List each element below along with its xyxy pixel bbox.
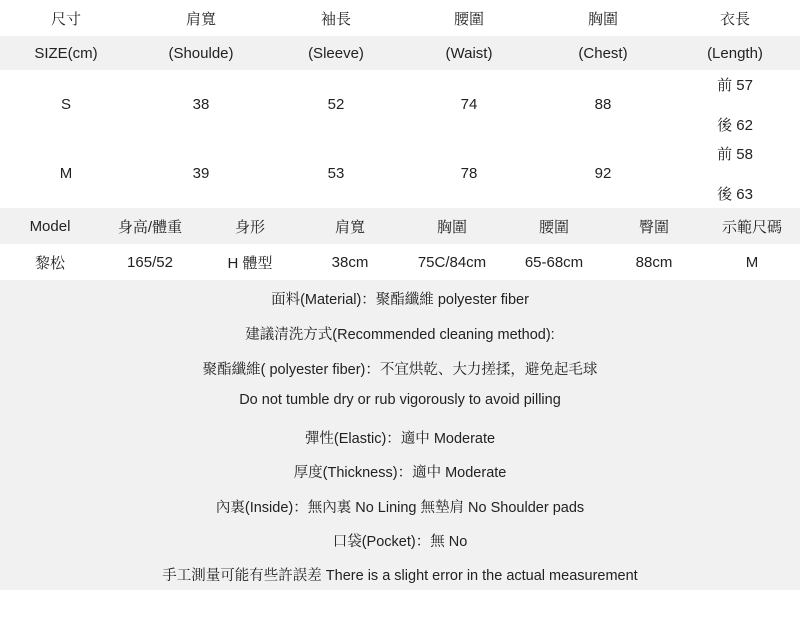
model-demo-size: M xyxy=(745,253,759,271)
model-values-row xyxy=(0,244,800,280)
sleeve-value: 52 xyxy=(327,96,345,113)
model-name: 黎松 xyxy=(34,254,65,272)
model-header-demo-size: 示範尺碼 xyxy=(721,218,782,236)
length-front: 前 57 xyxy=(717,77,753,94)
chest-value: 92 xyxy=(594,165,612,182)
model-hip: 88cm xyxy=(635,253,673,271)
header-chest-zh: 胸圍 xyxy=(587,10,618,28)
header-size-zh: 尺寸 xyxy=(50,10,81,28)
model-waist: 65-68cm xyxy=(524,253,584,271)
header-chest-en: (Chest) xyxy=(578,44,628,62)
size-row-m xyxy=(0,139,800,208)
header-sleeve-en: (Sleeve) xyxy=(308,44,364,62)
notes-panel xyxy=(0,280,800,590)
model-shoulder: 38cm xyxy=(331,253,369,271)
model-body-type: H 體型 xyxy=(227,254,273,272)
size-row-s xyxy=(0,70,800,139)
note-thickness: 厚度(Thickness)：適中 Moderate xyxy=(293,465,507,481)
size-header-en-row xyxy=(0,36,800,70)
model-header-model: Model xyxy=(29,217,71,235)
length-back: 後 63 xyxy=(717,186,753,203)
note-inside: 內裏(Inside)：無內裏 No Lining 無墊肩 No Shoulder pads xyxy=(215,500,585,516)
note-cleaning-heading: 建議清洗方式(Recommended cleaning method): xyxy=(245,327,555,343)
sleeve-value: 53 xyxy=(327,165,345,182)
note-material: 面料(Material)：聚酯纖維 polyester fiber xyxy=(271,292,529,308)
header-length-en: (Length) xyxy=(707,44,763,62)
model-header-row xyxy=(0,208,800,244)
header-size-en: SIZE(cm) xyxy=(34,44,98,62)
model-header-chest: 胸圍 xyxy=(436,218,467,236)
length-back: 後 62 xyxy=(717,117,753,134)
note-cleaning-zh: 聚酯纖維( polyester fiber)：不宜烘乾、大力搓揉，避免起毛球 xyxy=(202,362,598,378)
note-measurement-error: 手工測量可能有些許誤差 There is a slight error in the actual measurement xyxy=(162,568,638,584)
shoulder-value: 39 xyxy=(192,165,210,182)
model-header-body-type: 身形 xyxy=(234,218,265,236)
header-length-zh: 衣長 xyxy=(719,10,750,28)
header-shoulder-en: (Shoulde) xyxy=(168,44,234,62)
model-header-shoulder: 肩寬 xyxy=(334,218,365,236)
waist-value: 78 xyxy=(460,165,478,182)
note-cleaning-en: Do not tumble dry or rub vigorously to avoid pilling xyxy=(239,392,561,408)
header-waist-en: (Waist) xyxy=(445,44,493,62)
model-height-weight: 165/52 xyxy=(127,253,173,271)
header-shoulder-zh: 肩寬 xyxy=(185,10,216,28)
note-elastic: 彈性(Elastic)：適中 Moderate xyxy=(304,431,496,447)
waist-value: 74 xyxy=(460,96,478,113)
chest-value: 88 xyxy=(594,96,612,113)
model-header-waist: 腰圍 xyxy=(538,218,569,236)
length-value xyxy=(670,139,800,208)
note-pocket: 口袋(Pocket)：無 No xyxy=(332,534,468,550)
length-front: 前 58 xyxy=(717,146,753,163)
size-label: S xyxy=(60,96,71,113)
model-header-hip: 臀圍 xyxy=(638,218,669,236)
model-header-height-weight: 身高/體重 xyxy=(117,218,183,236)
size-header-zh-row xyxy=(0,0,800,36)
header-sleeve-zh: 袖長 xyxy=(320,10,351,28)
model-chest: 75C/84cm xyxy=(417,253,487,271)
size-label: M xyxy=(59,165,73,182)
shoulder-value: 38 xyxy=(192,96,210,113)
length-value xyxy=(670,70,800,139)
header-waist-zh: 腰圍 xyxy=(453,10,484,28)
